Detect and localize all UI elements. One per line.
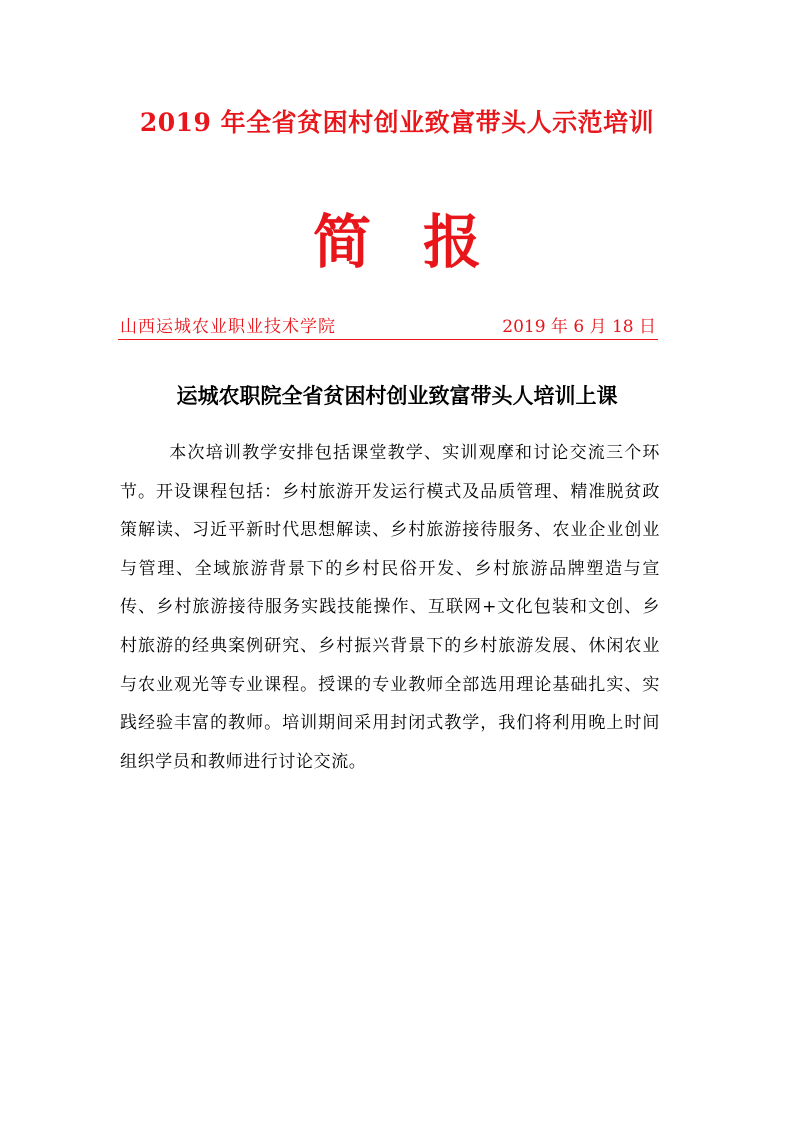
masthead-divider (118, 339, 658, 340)
training-title: 2019 年全省贫困村创业致富带头人示范培训 (139, 108, 655, 137)
article-body: 本次培训教学安排包括课堂教学、实训观摩和讨论交流三个环节。开设课程包括：乡村旅游开发运行模式及品质管理、精准脱贫政策解读、习近平新时代思想解读、乡村旅游接待服务、农业企业创业与管理、全域旅游背景下的乡村民俗开发、乡村旅游品牌塑造与宣传、乡村旅游接待服务实践技能操作、互联网+文化包装和文创、乡村旅游的经典案例研究、乡村振兴背景下的乡村旅游发展、休闲农业与农业观光等专业课程。授课的专业教师全部选用理论基础扎实、实践经验丰富的教师。培训期间采用封闭式教学，我们将利用晚上时间组织学员和教师进行讨论交流。 (120, 443, 660, 772)
bulletin-title: 简报 (312, 208, 533, 276)
issuer-name: 山西运城农业职业技术学院 (120, 317, 336, 337)
article-title: 运城农职院全省贫困村创业致富带头人培训上课 (176, 384, 618, 408)
masthead-row (120, 314, 656, 340)
issue-date: 2019 年 6 月 18 日 (502, 317, 656, 337)
